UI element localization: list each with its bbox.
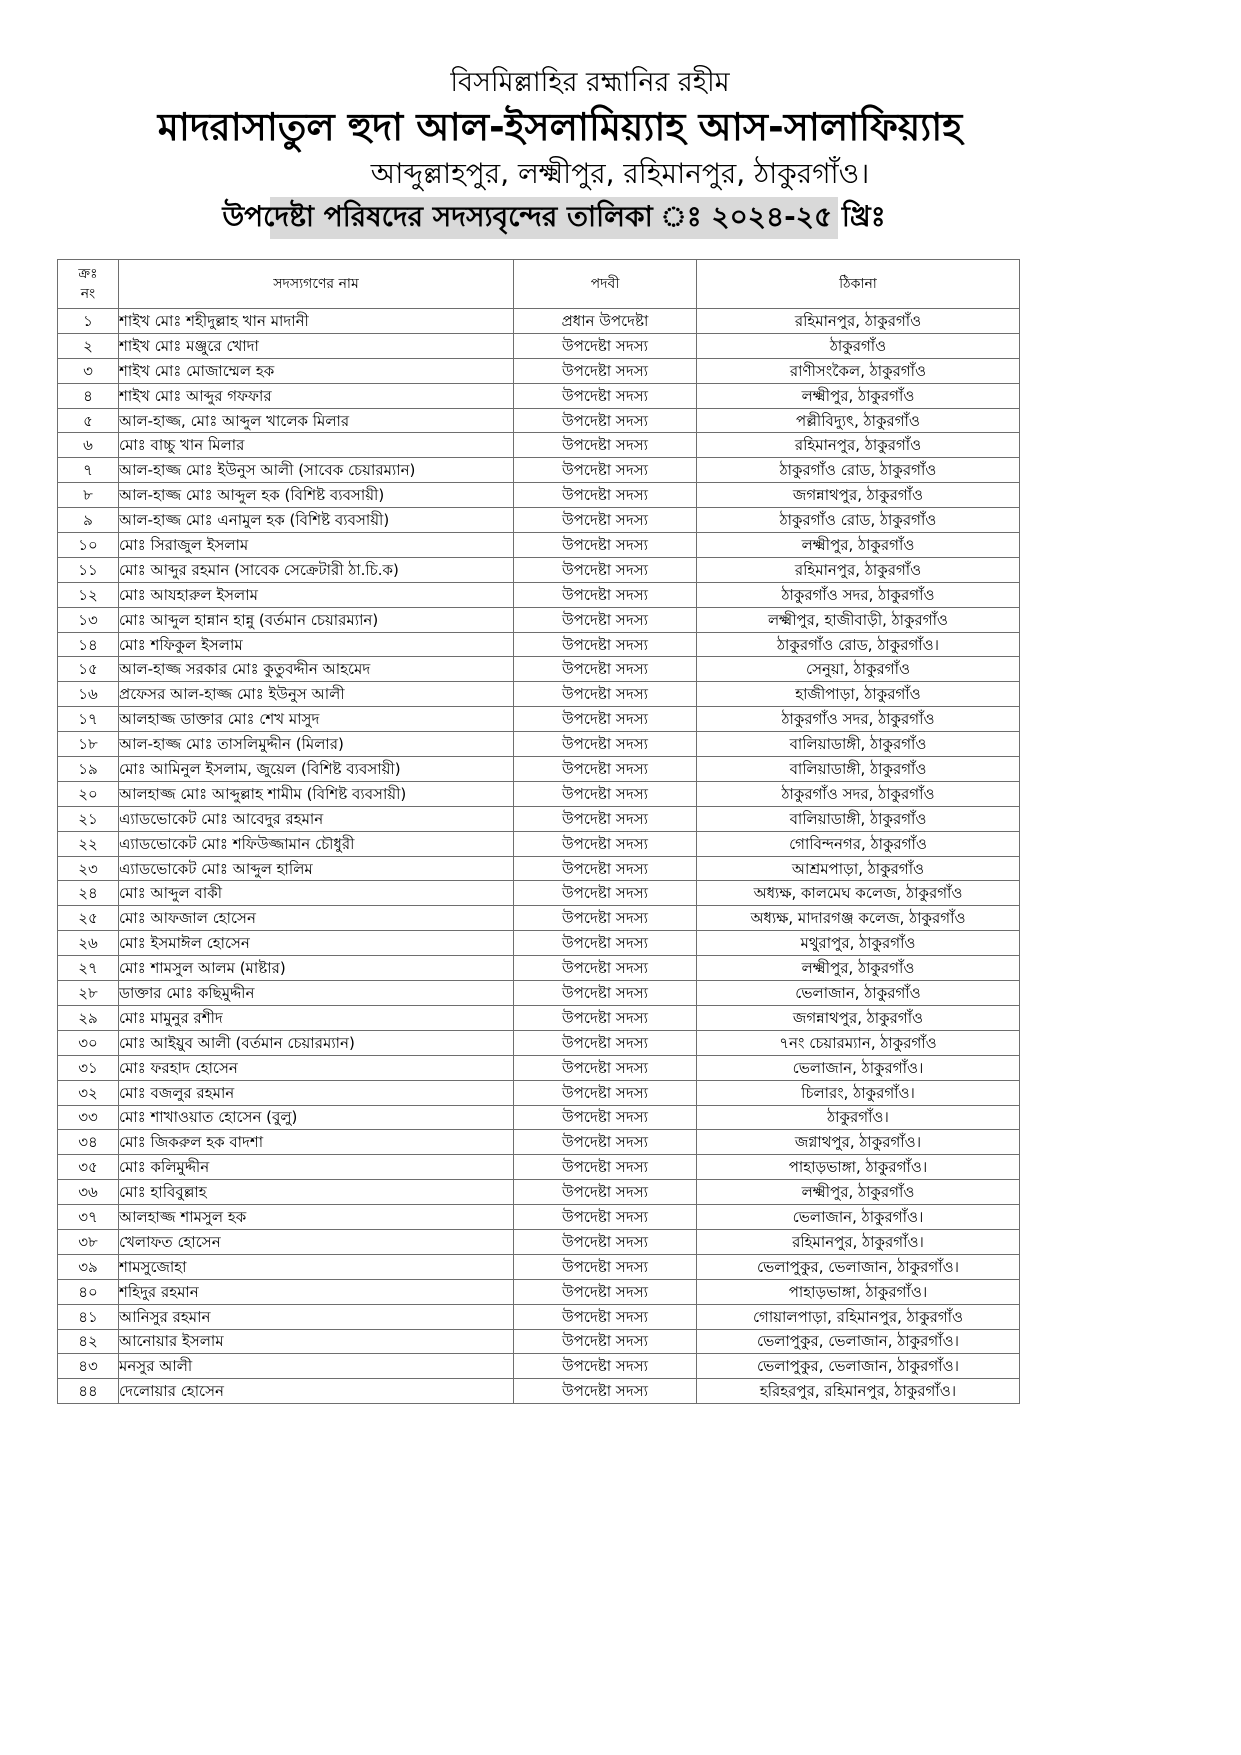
address-cell: মথুরাপুর, ঠাকুরগাঁও <box>697 931 1020 956</box>
serial-cell: ৩ <box>58 358 119 383</box>
serial-cell: ৪ <box>58 383 119 408</box>
member-name-cell: এ্যাডভোকেট মোঃ আব্দুল হালিম <box>119 856 514 881</box>
member-name-cell: মোঃ মামুনুর রশীদ <box>119 1005 514 1030</box>
member-name-cell: আলহাজ্জ মোঃ আব্দুল্লাহ শামীম (বিশিষ্ট ব্যবসায়ী) <box>119 781 514 806</box>
serial-cell: ৫ <box>58 408 119 433</box>
serial-cell: ১৩ <box>58 607 119 632</box>
member-name-cell: শামসুজোহা <box>119 1254 514 1279</box>
serial-cell: ৩৪ <box>58 1130 119 1155</box>
serial-cell: ২৯ <box>58 1005 119 1030</box>
member-name-cell: আল-হাজ্জ মোঃ আব্দুল হক (বিশিষ্ট ব্যবসায়ী) <box>119 483 514 508</box>
address-cell: ভেলাপুকুর, ভেলাজান, ঠাকুরগাঁও। <box>697 1329 1020 1354</box>
address-cell: অধ্যক্ষ, কালমেঘ কলেজ, ঠাকুরগাঁও <box>697 881 1020 906</box>
serial-cell: ১২ <box>58 582 119 607</box>
table-row <box>58 1030 1020 1055</box>
table-row <box>58 632 1020 657</box>
address-cell: ঠাকুরগাঁও রোড, ঠাকুরগাঁও <box>697 458 1020 483</box>
address-cell: সেনুয়া, ঠাকুরগাঁও <box>697 657 1020 682</box>
address-cell: হাজীপাড়া, ঠাকুরগাঁও <box>697 682 1020 707</box>
serial-cell: ১৪ <box>58 632 119 657</box>
address-cell: রহিমানপুর, ঠাকুরগাঁও। <box>697 1229 1020 1254</box>
designation-cell: উপদেষ্টা সদস্য <box>514 557 697 582</box>
address-cell: জগ্নাথপুর, ঠাকুরগাঁও। <box>697 1130 1020 1155</box>
designation-cell: উপদেষ্টা সদস্য <box>514 1180 697 1205</box>
table-row <box>58 906 1020 931</box>
address-cell: পল্লীবিদ্যুৎ, ঠাকুরগাঁও <box>697 408 1020 433</box>
table-row <box>58 383 1020 408</box>
designation-cell: উপদেষ্টা সদস্য <box>514 1379 697 1404</box>
table-row <box>58 333 1020 358</box>
serial-cell: ১৭ <box>58 707 119 732</box>
table-header-row <box>58 260 1020 309</box>
designation-cell: উপদেষ্টা সদস্য <box>514 881 697 906</box>
serial-cell: ৪৩ <box>58 1354 119 1379</box>
address-cell: ঠাকুরগাঁও। <box>697 1105 1020 1130</box>
serial-cell: ৮ <box>58 483 119 508</box>
table-row <box>58 1080 1020 1105</box>
designation-cell: উপদেষ্টা সদস্য <box>514 1130 697 1155</box>
member-name-cell: খেলাফত হোসেন <box>119 1229 514 1254</box>
members-table <box>57 259 1020 1404</box>
designation-cell: উপদেষ্টা সদস্য <box>514 458 697 483</box>
address-cell: ঠাকুরগাঁও <box>697 333 1020 358</box>
member-name-cell: ডাক্তার মোঃ কছিমুদ্দীন <box>119 981 514 1006</box>
member-name-cell: আলহাজ্জ ডাক্তার মোঃ শেখ মাসুদ <box>119 707 514 732</box>
serial-cell: ২৩ <box>58 856 119 881</box>
address-cell: আশ্রমপাড়া, ঠাকুরগাঁও <box>697 856 1020 881</box>
institution-name: মাদরাসাতুল হুদা আল-ইসলামিয়্যাহ আস-সালাফিয়্যাহ <box>157 105 963 149</box>
designation-cell: উপদেষ্টা সদস্য <box>514 757 697 782</box>
designation-cell: উপদেষ্টা সদস্য <box>514 582 697 607</box>
table-row <box>58 682 1020 707</box>
table-row <box>58 1055 1020 1080</box>
column-header-designation: পদবী <box>514 260 697 309</box>
address-cell: বালিয়াডাঙ্গী, ঠাকুরগাঁও <box>697 806 1020 831</box>
table-row <box>58 981 1020 1006</box>
designation-cell: উপদেষ্টা সদস্য <box>514 831 697 856</box>
table-row <box>58 1254 1020 1279</box>
address-cell: রহিমানপুর, ঠাকুরগাঁও <box>697 433 1020 458</box>
member-name-cell: আনিসুর রহমান <box>119 1304 514 1329</box>
designation-cell: উপদেষ্টা সদস্য <box>514 1005 697 1030</box>
table-row <box>58 956 1020 981</box>
table-row <box>58 707 1020 732</box>
address-cell: চিলারং, ঠাকুরগাঁও। <box>697 1080 1020 1105</box>
designation-cell: উপদেষ্টা সদস্য <box>514 1354 697 1379</box>
serial-cell: ৪২ <box>58 1329 119 1354</box>
table-row <box>58 657 1020 682</box>
serial-cell: ১৫ <box>58 657 119 682</box>
serial-cell: ৪০ <box>58 1279 119 1304</box>
table-row <box>58 1205 1020 1230</box>
member-name-cell: মোঃ শামসুল আলম (মাষ্টার) <box>119 956 514 981</box>
member-name-cell: শাইখ মোঃ আব্দুর গফফার <box>119 383 514 408</box>
address-cell: লক্ষ্মীপুর, ঠাকুরগাঁও <box>697 1180 1020 1205</box>
member-name-cell: শাইখ মোঃ শহীদুল্লাহ খান মাদানী <box>119 309 514 334</box>
column-header-serial-line1: ক্রঃ <box>78 266 98 282</box>
table-row <box>58 781 1020 806</box>
serial-cell: ১০ <box>58 533 119 558</box>
table-row <box>58 607 1020 632</box>
address-cell: গোয়ালপাড়া, রহিমানপুর, ঠাকুরগাঁও <box>697 1304 1020 1329</box>
member-name-cell: মোঃ আমিনুল ইসলাম, জুয়েল (বিশিষ্ট ব্যবসায়ী) <box>119 757 514 782</box>
designation-cell: উপদেষ্টা সদস্য <box>514 508 697 533</box>
address-cell: ঠাকুরগাঁও সদর, ঠাকুরগাঁও <box>697 781 1020 806</box>
designation-cell: উপদেষ্টা সদস্য <box>514 632 697 657</box>
address-cell: হরিহরপুর, রহিমানপুর, ঠাকুরগাঁও। <box>697 1379 1020 1404</box>
designation-cell: প্রধান উপদেষ্টা <box>514 309 697 334</box>
designation-cell: উপদেষ্টা সদস্য <box>514 956 697 981</box>
member-name-cell: মোঃ ফরহাদ হোসেন <box>119 1055 514 1080</box>
designation-cell: উপদেষ্টা সদস্য <box>514 1254 697 1279</box>
table-row <box>58 508 1020 533</box>
member-name-cell: মোঃ আইয়ুব আলী (বর্তমান চেয়ারম্যান) <box>119 1030 514 1055</box>
table-row <box>58 732 1020 757</box>
designation-cell: উপদেষ্টা সদস্য <box>514 707 697 732</box>
member-name-cell: মোঃ হাবিবুল্লাহ <box>119 1180 514 1205</box>
serial-cell: ৭ <box>58 458 119 483</box>
serial-cell: ৩০ <box>58 1030 119 1055</box>
serial-cell: ৬ <box>58 433 119 458</box>
table-row <box>58 831 1020 856</box>
column-header-serial-line2: নং <box>80 286 96 302</box>
serial-cell: ৩৬ <box>58 1180 119 1205</box>
table-row <box>58 1279 1020 1304</box>
member-name-cell: আলহাজ্জ শামসুল হক <box>119 1205 514 1230</box>
table-row <box>58 309 1020 334</box>
address-cell: ঠাকুরগাঁও রোড, ঠাকুরগাঁও <box>697 508 1020 533</box>
designation-cell: উপদেষ্টা সদস্য <box>514 856 697 881</box>
address-cell: ভেলাপুকুর, ভেলাজান, ঠাকুরগাঁও। <box>697 1254 1020 1279</box>
address-cell: ৭নং চেয়ারম্যান, ঠাকুরগাঁও <box>697 1030 1020 1055</box>
table-row <box>58 1005 1020 1030</box>
member-name-cell: এ্যাডভোকেট মোঃ শফিউজ্জামান চৌধুরী <box>119 831 514 856</box>
member-name-cell: মোঃ কলিমুদ্দীন <box>119 1155 514 1180</box>
member-name-cell: শাইখ মোঃ মঞ্জুরে খোদা <box>119 333 514 358</box>
serial-cell: ৩৭ <box>58 1205 119 1230</box>
address-cell: লক্ষ্মীপুর, ঠাকুরগাঁও <box>697 956 1020 981</box>
member-name-cell: মোঃ আব্দুল বাকী <box>119 881 514 906</box>
designation-cell: উপদেষ্টা সদস্য <box>514 682 697 707</box>
address-cell: ভেলাজান, ঠাকুরগাঁও <box>697 981 1020 1006</box>
address-cell: জগন্নাথপুর, ঠাকুরগাঁও <box>697 483 1020 508</box>
address-cell: ঠাকুরগাঁও রোড, ঠাকুরগাঁও। <box>697 632 1020 657</box>
serial-cell: ১৮ <box>58 732 119 757</box>
table-row <box>58 856 1020 881</box>
address-cell: গোবিন্দনগর, ঠাকুরগাঁও <box>697 831 1020 856</box>
serial-cell: ৩৯ <box>58 1254 119 1279</box>
table-row <box>58 1155 1020 1180</box>
serial-cell: ৩৩ <box>58 1105 119 1130</box>
designation-cell: উপদেষ্টা সদস্য <box>514 732 697 757</box>
designation-cell: উপদেষ্টা সদস্য <box>514 1329 697 1354</box>
designation-cell: উপদেষ্টা সদস্য <box>514 607 697 632</box>
designation-cell: উপদেষ্টা সদস্য <box>514 1229 697 1254</box>
member-name-cell: মোঃ আফজাল হোসেন <box>119 906 514 931</box>
serial-cell: ২৫ <box>58 906 119 931</box>
table-row <box>58 1180 1020 1205</box>
serial-cell: ২০ <box>58 781 119 806</box>
member-name-cell: মোঃ শাখাওয়াত হোসেন (বুলু) <box>119 1105 514 1130</box>
designation-cell: উপদেষ্টা সদস্য <box>514 931 697 956</box>
address-cell: রহিমানপুর, ঠাকুরগাঁও <box>697 309 1020 334</box>
serial-cell: ২৪ <box>58 881 119 906</box>
address-cell: ভেলাজান, ঠাকুরগাঁও। <box>697 1055 1020 1080</box>
address-cell: রাণীসংকৈল, ঠাকুরগাঁও <box>697 358 1020 383</box>
serial-cell: ১৯ <box>58 757 119 782</box>
table-row <box>58 408 1020 433</box>
list-title: উপদেষ্টা পরিষদের সদস্যবৃন্দের তালিকা ঃ ২০২৪-২৫ খ্রিঃ <box>270 197 838 239</box>
serial-cell: ৩৮ <box>58 1229 119 1254</box>
member-name-cell: শাইখ মোঃ মোজাম্মেল হক <box>119 358 514 383</box>
designation-cell: উপদেষ্টা সদস্য <box>514 806 697 831</box>
serial-cell: ২২ <box>58 831 119 856</box>
table-row <box>58 881 1020 906</box>
address-cell: ভেলাপুকুর, ভেলাজান, ঠাকুরগাঁও। <box>697 1354 1020 1379</box>
designation-cell: উপদেষ্টা সদস্য <box>514 1055 697 1080</box>
member-name-cell: আনোয়ার ইসলাম <box>119 1329 514 1354</box>
designation-cell: উপদেষ্টা সদস্য <box>514 1105 697 1130</box>
serial-cell: ২৬ <box>58 931 119 956</box>
table-row <box>58 358 1020 383</box>
member-name-cell: শহিদুর রহমান <box>119 1279 514 1304</box>
member-name-cell: মোঃ শফিকুল ইসলাম <box>119 632 514 657</box>
serial-cell: ৩২ <box>58 1080 119 1105</box>
serial-cell: ১৬ <box>58 682 119 707</box>
column-header-name: সদস্যগণের নাম <box>119 260 514 309</box>
member-name-cell: দেলোয়ার হোসেন <box>119 1379 514 1404</box>
designation-cell: উপদেষ্টা সদস্য <box>514 383 697 408</box>
member-name-cell: মোঃ সিরাজুল ইসলাম <box>119 533 514 558</box>
table-row <box>58 582 1020 607</box>
table-row <box>58 1130 1020 1155</box>
address-cell: লক্ষ্মীপুর, ঠাকুরগাঁও <box>697 383 1020 408</box>
member-name-cell: মোঃ জিকরুল হক বাদশা <box>119 1130 514 1155</box>
table-row <box>58 1229 1020 1254</box>
member-name-cell: আল-হাজ্জ মোঃ ইউনুস আলী (সাবেক চেয়ারম্যান) <box>119 458 514 483</box>
table-row <box>58 1379 1020 1404</box>
designation-cell: উপদেষ্টা সদস্য <box>514 1279 697 1304</box>
table-row <box>58 433 1020 458</box>
table-row <box>58 1105 1020 1130</box>
bismillah-line: বিসমিল্লাহির রহ্মানির রহীম <box>450 66 730 98</box>
member-name-cell: প্রফেসর আল-হাজ্জ মোঃ ইউনুস আলী <box>119 682 514 707</box>
table-row <box>58 1304 1020 1329</box>
serial-cell: ৩৫ <box>58 1155 119 1180</box>
serial-cell: ৪১ <box>58 1304 119 1329</box>
serial-cell: ১১ <box>58 557 119 582</box>
serial-cell: ১ <box>58 309 119 334</box>
table-row <box>58 557 1020 582</box>
designation-cell: উপদেষ্টা সদস্য <box>514 483 697 508</box>
member-name-cell: মোঃ আব্দুর রহমান (সাবেক সেক্রেটারী ঠা.চি.ক) <box>119 557 514 582</box>
designation-cell: উপদেষ্টা সদস্য <box>514 781 697 806</box>
serial-cell: ৪৪ <box>58 1379 119 1404</box>
table-row <box>58 757 1020 782</box>
members-table-body <box>58 309 1020 1404</box>
table-row <box>58 806 1020 831</box>
serial-cell: ৯ <box>58 508 119 533</box>
designation-cell: উপদেষ্টা সদস্য <box>514 981 697 1006</box>
address-cell: ঠাকুরগাঁও সদর, ঠাকুরগাঁও <box>697 707 1020 732</box>
designation-cell: উপদেষ্টা সদস্য <box>514 1080 697 1105</box>
address-cell: ঠাকুরগাঁও সদর, ঠাকুরগাঁও <box>697 582 1020 607</box>
designation-cell: উপদেষ্টা সদস্য <box>514 1030 697 1055</box>
address-cell: অধ্যক্ষ, মাদারগঞ্জ কলেজ, ঠাকুরগাঁও <box>697 906 1020 931</box>
designation-cell: উপদেষ্টা সদস্য <box>514 408 697 433</box>
column-header-serial <box>58 260 119 309</box>
member-name-cell: আল-হাজ্জ, মোঃ আব্দুল খালেক মিলার <box>119 408 514 433</box>
member-name-cell: আল-হাজ্জ মোঃ তাসলিমুদ্দীন (মিলার) <box>119 732 514 757</box>
serial-cell: ৩১ <box>58 1055 119 1080</box>
table-row <box>58 458 1020 483</box>
serial-cell: ২৮ <box>58 981 119 1006</box>
member-name-cell: মোঃ বাচ্চু খান মিলার <box>119 433 514 458</box>
member-name-cell: এ্যাডভোকেট মোঃ আবেদুর রহমান <box>119 806 514 831</box>
member-name-cell: মোঃ আযহারুল ইসলাম <box>119 582 514 607</box>
member-name-cell: মনসুর আলী <box>119 1354 514 1379</box>
address-cell: জগন্নাথপুর, ঠাকুরগাঁও <box>697 1005 1020 1030</box>
column-header-address: ঠিকানা <box>697 260 1020 309</box>
designation-cell: উপদেষ্টা সদস্য <box>514 1155 697 1180</box>
table-row <box>58 931 1020 956</box>
member-name-cell: আল-হাজ্জ মোঃ এনামুল হক (বিশিষ্ট ব্যবসায়ী) <box>119 508 514 533</box>
designation-cell: উপদেষ্টা সদস্য <box>514 358 697 383</box>
member-name-cell: মোঃ আব্দুল হান্নান হান্নু (বর্তমান চেয়ারম্যান) <box>119 607 514 632</box>
serial-cell: ২১ <box>58 806 119 831</box>
address-cell: রহিমানপুর, ঠাকুরগাঁও <box>697 557 1020 582</box>
address-cell: ভেলাজান, ঠাকুরগাঁও। <box>697 1205 1020 1230</box>
designation-cell: উপদেষ্টা সদস্য <box>514 433 697 458</box>
serial-cell: ২ <box>58 333 119 358</box>
member-name-cell: আল-হাজ্জ সরকার মোঃ কুতুবদ্দীন আহমেদ <box>119 657 514 682</box>
designation-cell: উপদেষ্টা সদস্য <box>514 1205 697 1230</box>
table-row <box>58 483 1020 508</box>
address-cell: লক্ষ্মীপুর, হাজীবাড়ী, ঠাকুরগাঁও <box>697 607 1020 632</box>
address-cell: বালিয়াডাঙ্গী, ঠাকুরগাঁও <box>697 757 1020 782</box>
designation-cell: উপদেষ্টা সদস্য <box>514 333 697 358</box>
designation-cell: উপদেষ্টা সদস্য <box>514 657 697 682</box>
member-name-cell: মোঃ ইসমাঈল হোসেন <box>119 931 514 956</box>
serial-cell: ২৭ <box>58 956 119 981</box>
table-row <box>58 533 1020 558</box>
address-cell: বালিয়াডাঙ্গী, ঠাকুরগাঁও <box>697 732 1020 757</box>
address-cell: পাহাড়ভাঙ্গা, ঠাকুরগাঁও। <box>697 1279 1020 1304</box>
address-cell: লক্ষ্মীপুর, ঠাকুরগাঁও <box>697 533 1020 558</box>
institution-address: আব্দুল্লাহপুর, লক্ষ্মীপুর, রহিমানপুর, ঠাকুরগাঁও। <box>370 156 870 190</box>
designation-cell: উপদেষ্টা সদস্য <box>514 1304 697 1329</box>
address-cell: পাহাড়ভাঙ্গা, ঠাকুরগাঁও। <box>697 1155 1020 1180</box>
designation-cell: উপদেষ্টা সদস্য <box>514 906 697 931</box>
member-name-cell: মোঃ বজলুর রহমান <box>119 1080 514 1105</box>
table-row <box>58 1329 1020 1354</box>
table-row <box>58 1354 1020 1379</box>
designation-cell: উপদেষ্টা সদস্য <box>514 533 697 558</box>
